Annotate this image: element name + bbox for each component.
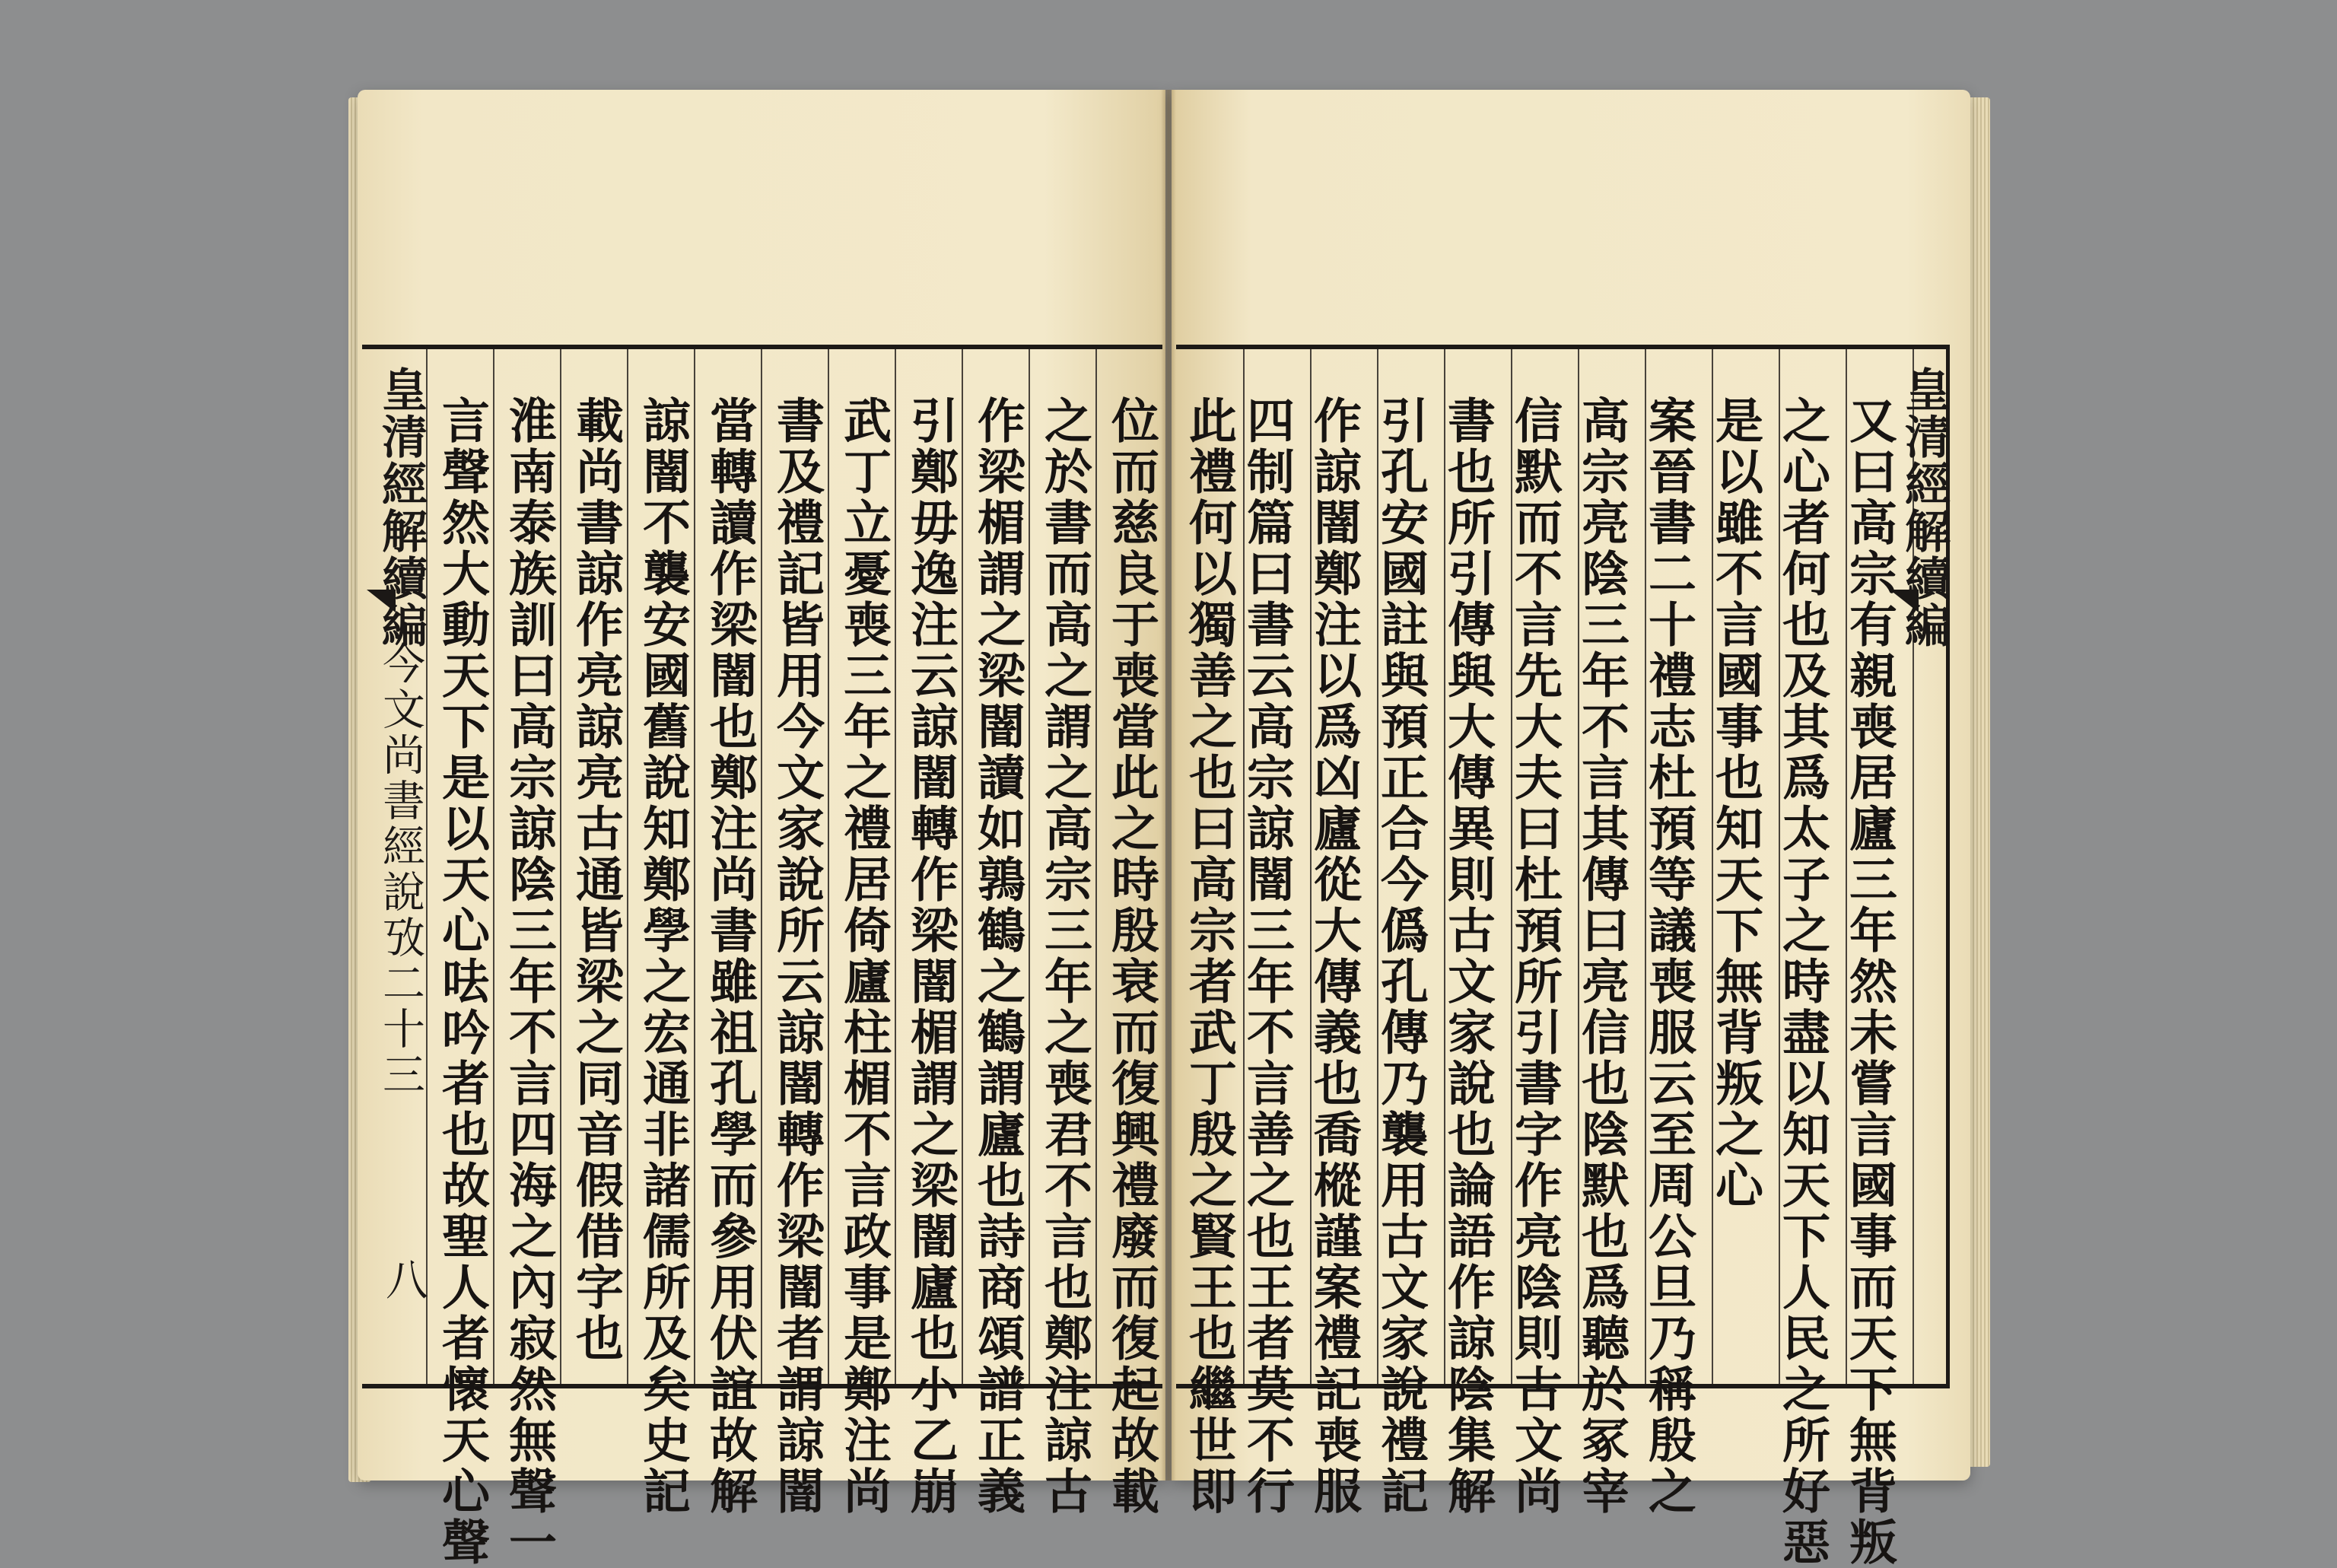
left-column-3: 作梁楣謂之梁闇讀如鶉鶴之鶴謂廬也詩商頌譜正義 (970, 396, 1026, 1517)
right-block-title: 皇清經解續編 (1897, 366, 1951, 649)
left-column-6: 書及禮記皆用今文家說所云諒闇轉作梁闇者謂諒闇 (769, 396, 825, 1517)
left-column-5: 武丁立憂喪三年之禮居倚廬柱楣不言政事是鄭注尚 (836, 396, 892, 1517)
right-column-7: 書也所引傳與大傳異則古文家說也論語作諒陰集解 (1440, 396, 1496, 1517)
left-column-4: 引鄭毋逸注云諒闇轉作梁闇楣謂之梁闇廬也小乙崩 (903, 396, 959, 1517)
right-column-3: 是以雖不言國事也知天下無背叛之心 (1708, 396, 1764, 1211)
right-column-4: 案晉書二十禮志杜預等議喪服云至周公旦乃稱殷之 (1641, 396, 1697, 1517)
left-column-1: 位而慈良于喪當此之時殷衰而復興禮廢而復起故載 (1104, 396, 1160, 1517)
right-column-10: 四制篇曰書云高宗諒闇三年不言善之也王者莫不行 (1239, 396, 1296, 1517)
right-column-2: 之心者何也及其爲太子之時盡以知天下人民之所好惡 (1775, 396, 1831, 1568)
left-column-11: 言聲然大動天下是以天心呿吟者也故聖人者懷天心聲 (434, 396, 491, 1568)
left-folio: 八 (379, 1258, 428, 1300)
book-gutter (1161, 90, 1176, 1481)
left-column-7: 當轉讀作梁闇也鄭注尚書雖祖孔學而參用伏誼故解 (702, 396, 758, 1517)
left-column-9: 載尚書諒作亮諒亮古通皆梁之同音假借字也 (568, 396, 625, 1364)
left-column-2: 之於書而高之謂之高宗三年之喪君不言也鄭注諒古 (1037, 396, 1093, 1517)
left-block-title: 皇清經解續編 (374, 366, 428, 649)
left-block-subtitle: 今文尚書經說攷二十三 (376, 641, 425, 1098)
left-block-center (362, 345, 426, 1379)
right-column-8: 引孔安國註與預正合今僞孔傳乃襲用古文家說禮記 (1373, 396, 1429, 1517)
fish-tail-mark (367, 590, 396, 612)
left-column-8: 諒闇不襲安國舊說知鄭學之宏通非諸儒所及矣史記 (635, 396, 692, 1517)
right-column-11: 此禮何以獨善之也曰高宗者武丁殷之賢王也繼世即 (1181, 396, 1238, 1517)
right-column-5: 高宗亮陰三年不言其傳曰亮信也陰默也爲聽於冢宰 (1574, 396, 1630, 1517)
right-column-1: 又曰高宗有親喪居廬三年然未嘗言國事而天下無背叛 (1842, 396, 1898, 1568)
left-column-10: 淮南泰族訓曰高宗諒陰三年不言四海之內寂然無聲一 (501, 396, 558, 1568)
right-column-6: 信默而不言先大夫曰杜預所引書字作亮陰則古文尚 (1507, 396, 1563, 1517)
right-column-9: 作諒闇鄭注以爲凶廬從大傳義也喬樅謹案禮記喪服 (1306, 396, 1362, 1517)
